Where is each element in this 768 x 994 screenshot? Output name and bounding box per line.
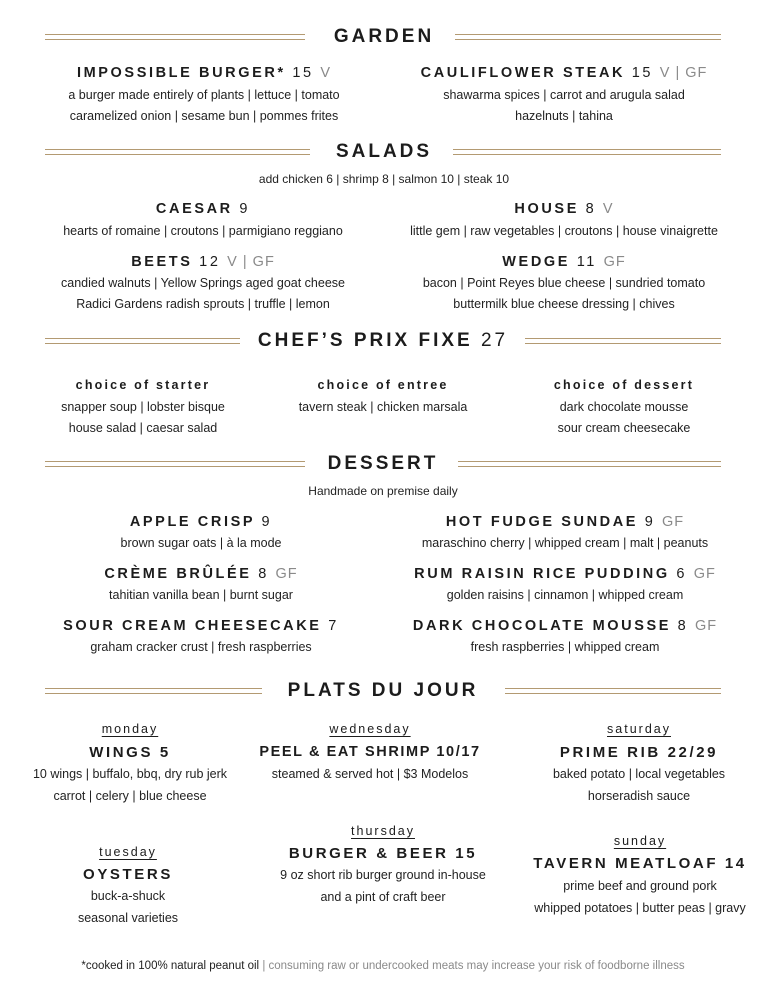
divider-line [453,149,721,150]
divider-line [455,34,721,35]
item-price: 12 [199,254,221,270]
day-thursday: thursday [351,824,415,838]
item-name: IMPOSSIBLE BURGER* [76,65,286,81]
diet-tag: GF [693,566,716,582]
divider-line [453,154,721,155]
section-title-plats-du-jour: PLATS DU JOUR [287,680,479,701]
divider-line [45,343,240,344]
item-name: SOUR CREAM CHEESECAKE [63,618,322,634]
item-burger-beer: BURGER & BEER 15 [288,845,478,862]
item-desc: 9 oz short rib burger ground in-house [280,868,486,882]
item-name: APPLE CRISP [129,514,255,530]
footer-note [81,960,684,972]
item-name: RUM RAISIN RICE PUDDING [414,566,670,582]
item-price: 11 [576,254,597,270]
item-desc: baked potato | local vegetables [552,767,726,781]
prix-title: CHEF’S PRIX FIXE [257,330,473,351]
divider-line [45,39,305,40]
day-sunday: sunday [613,834,667,848]
item-desc: snapper soup | lobster bisque [61,400,225,414]
item-desc: whipped potatoes | butter peas | gravy [534,901,746,915]
item-price: 15 [631,65,654,81]
item-desc: dark chocolate mousse [559,400,689,414]
item-desc: tavern steak | chicken marsala [298,400,468,414]
item-price: 9 [239,201,251,217]
diet-tag: GF [603,254,626,270]
item-desc: shawarma spices | carrot and arugula salad [443,88,685,102]
divider-line [45,693,262,694]
section-title-salads: SALADS [335,141,433,162]
section-title-dessert: DESSERT [327,453,439,474]
divider-line [505,693,721,694]
day-saturday: saturday [607,722,671,736]
divider-line [45,338,240,339]
section-title-garden: GARDEN [333,26,435,47]
item-desc: horseradish sauce [587,789,691,803]
divider-line [45,461,305,462]
item-desc: sour cream cheesecake [557,421,691,435]
day-wednesday: wednesday [329,722,411,736]
item-desc: buck-a-shuck [90,889,166,903]
item-price: 6 [676,566,688,582]
item-desc: Radici Gardens radish sprouts | truffle | lemon [76,297,330,311]
item-creme-brulee [104,566,297,582]
divider-line [455,39,721,40]
item-house [514,201,613,217]
item-price: 8 [585,201,597,217]
item-caesar [156,201,250,217]
day-monday: monday [101,722,159,736]
item-desc: hearts of romaine | croutons | parmigiano reggiano [63,224,343,238]
divider-line [458,466,721,467]
item-price: 15 [292,65,314,81]
item-cauliflower-steak [421,65,708,81]
divider-line [45,149,310,150]
item-price: 9 [644,514,656,530]
item-oysters: OYSTERS [83,866,173,883]
item-desc: little gem | raw vegetables | croutons | house vinaigrette [410,224,718,238]
salad-addons: add chicken 6 | shrimp 8 | salmon 10 | steak 10 [258,172,510,186]
divider-line [458,461,721,462]
item-desc: fresh raspberries | whipped cream [470,640,660,654]
diet-tag: V | GF [227,254,275,270]
item-desc: and a pint of craft beer [320,890,446,904]
divider-line [525,338,721,339]
item-price: 9 [261,514,273,530]
diet-tag: V [602,201,614,217]
prix-price: 27 [480,330,509,351]
item-apple-crisp [130,514,272,530]
item-beets [131,254,275,270]
prix-entree-label: choice of entree [317,378,449,392]
item-price: 8 [677,618,689,634]
item-price: 8 [258,566,269,582]
dessert-subtitle: Handmade on premise daily [308,484,458,498]
item-desc: bacon | Point Reyes blue cheese | sundried tomato [422,276,706,290]
item-hot-fudge-sundae [446,514,684,530]
item-desc: hazelnuts | tahina [515,109,613,123]
item-wedge [502,254,625,270]
item-desc: seasonal varieties [77,911,179,925]
prix-dessert-label: choice of dessert [553,378,695,392]
diet-tag: GF [275,566,298,582]
divider-line [45,688,262,689]
item-impossible-burger [77,65,331,81]
item-wings: WINGS 5 [89,744,171,761]
item-name: HOUSE [514,201,579,217]
peanut-oil-note: *cooked in 100% natural peanut oil [81,960,260,972]
raw-meat-warning: | consuming raw or undercooked meats may increase your risk of foodborne illness [259,960,685,972]
item-desc: graham cracker crust | fresh raspberries [90,640,312,654]
item-desc: tahitian vanilla bean | burnt sugar [109,588,293,602]
item-name: BEETS [131,254,193,270]
item-name: DARK CHOCOLATE MOUSSE [412,618,672,634]
item-dark-chocolate-mousse [413,618,717,634]
item-prime-rib: PRIME RIB 22/29 [559,744,719,761]
item-desc: a burger made entirely of plants | lettuce | tomato [68,88,340,102]
item-price: 7 [328,618,339,634]
item-desc: brown sugar oats | à la mode [120,536,282,550]
item-desc: steamed & served hot | $3 Modelos [271,767,469,781]
item-name: CAULIFLOWER STEAK [420,65,626,81]
item-tavern-meatloaf: TAVERN MEATLOAF 14 [533,855,747,872]
item-desc: caramelized onion | sesame bun | pommes frites [69,109,339,123]
diet-tag: V | GF [659,65,708,81]
item-sour-cream-cheesecake [63,618,339,634]
diet-tag: V [320,65,332,81]
item-name: HOT FUDGE SUNDAE [445,514,639,530]
item-desc: candied walnuts | Yellow Springs aged goat cheese [60,276,346,290]
item-desc: golden raisins | cinnamon | whipped cream [446,588,684,602]
item-desc: buttermilk blue cheese dressing | chives [453,297,675,311]
divider-line [45,466,305,467]
item-name: CRÈME BRÛLÉE [104,566,252,582]
item-peel-eat-shrimp: PEEL & EAT SHRIMP 10/17 [259,744,481,760]
item-desc: house salad | caesar salad [68,421,218,435]
prix-starter-label: choice of starter [75,378,211,392]
day-tuesday: tuesday [99,845,157,859]
item-desc: prime beef and ground pork [563,879,717,893]
section-title-prix-fixe [258,330,508,352]
diet-tag: GF [694,618,718,634]
divider-line [45,154,310,155]
item-rum-raisin-rice-pudding [414,566,716,582]
item-name: CAESAR [155,201,233,217]
divider-line [505,688,721,689]
item-desc: carrot | celery | blue cheese [53,789,207,803]
diet-tag: GF [662,514,685,530]
item-name: WEDGE [502,254,571,270]
divider-line [45,34,305,35]
item-desc: maraschino cherry | whipped cream | malt | peanuts [421,536,709,550]
item-desc: 10 wings | buffalo, bbq, dry rub jerk [32,767,228,781]
divider-line [525,343,721,344]
